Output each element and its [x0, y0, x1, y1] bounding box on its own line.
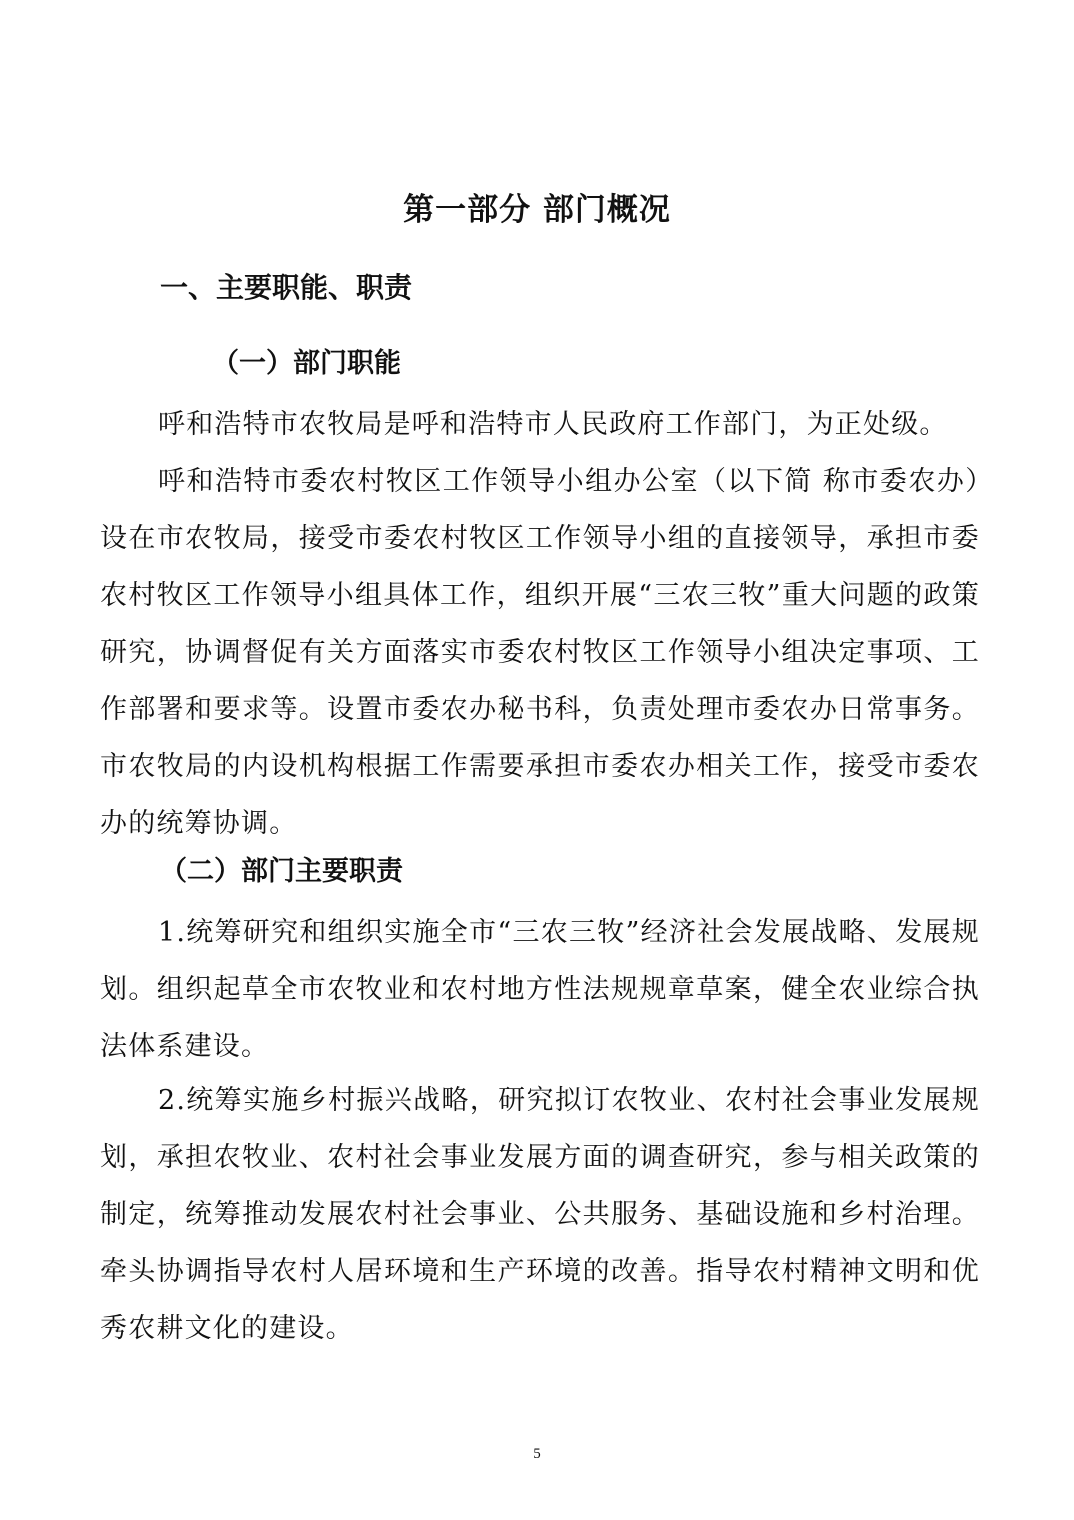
section-heading: 一、主要职能、职责: [160, 271, 413, 304]
paragraph-bureau-status: 呼和浩特市农牧局是呼和浩特市人民政府工作部门，为正处级。: [158, 409, 948, 440]
page-number: 5: [533, 1446, 541, 1462]
paragraph-rural-office: 呼和浩特市委农村牧区工作领导小组办公室（以下简 称市委农办）设在市农牧局，接受市委农村牧区工作领导小组的直接领导，承担市委农村牧区工作领导小组具体工作，组织开展“三农三牧”重大问题的政策研究，协调督促有关方面落实市委农村牧区工作领导小组决定事项、工作部署和要求等。设置市委农办秘书科，负责处理市委农办日常事务。市农牧局的内设机构根据工作需要承担市委农办相关工作，接受市委农办的统筹协调。: [100, 466, 980, 839]
paragraph-duty-1: 1.统筹研究和组织实施全市“三农三牧”经济社会发展战略、发展规划。组织起草全市农牧业和农村地方性法规规章草案，健全农业综合执法体系建设。: [100, 917, 980, 1062]
paragraph-duty-2: 2.统筹实施乡村振兴战略，研究拟订农牧业、农村社会事业发展规划，承担农牧业、农村社会事业发展方面的调查研究，参与相关政策的制定，统筹推动发展农村社会事业、公共服务、基础设施和乡村治理。牵头协调指导农村人居环境和生产环境的改善。指导农村精神文明和优秀农耕文化的建设。: [100, 1085, 980, 1344]
subheading-main-duties: （二）部门主要职责: [160, 856, 403, 887]
subheading-department-functions: （一）部门职能: [212, 348, 401, 379]
page-title: 第一部分 部门概况: [403, 192, 671, 228]
